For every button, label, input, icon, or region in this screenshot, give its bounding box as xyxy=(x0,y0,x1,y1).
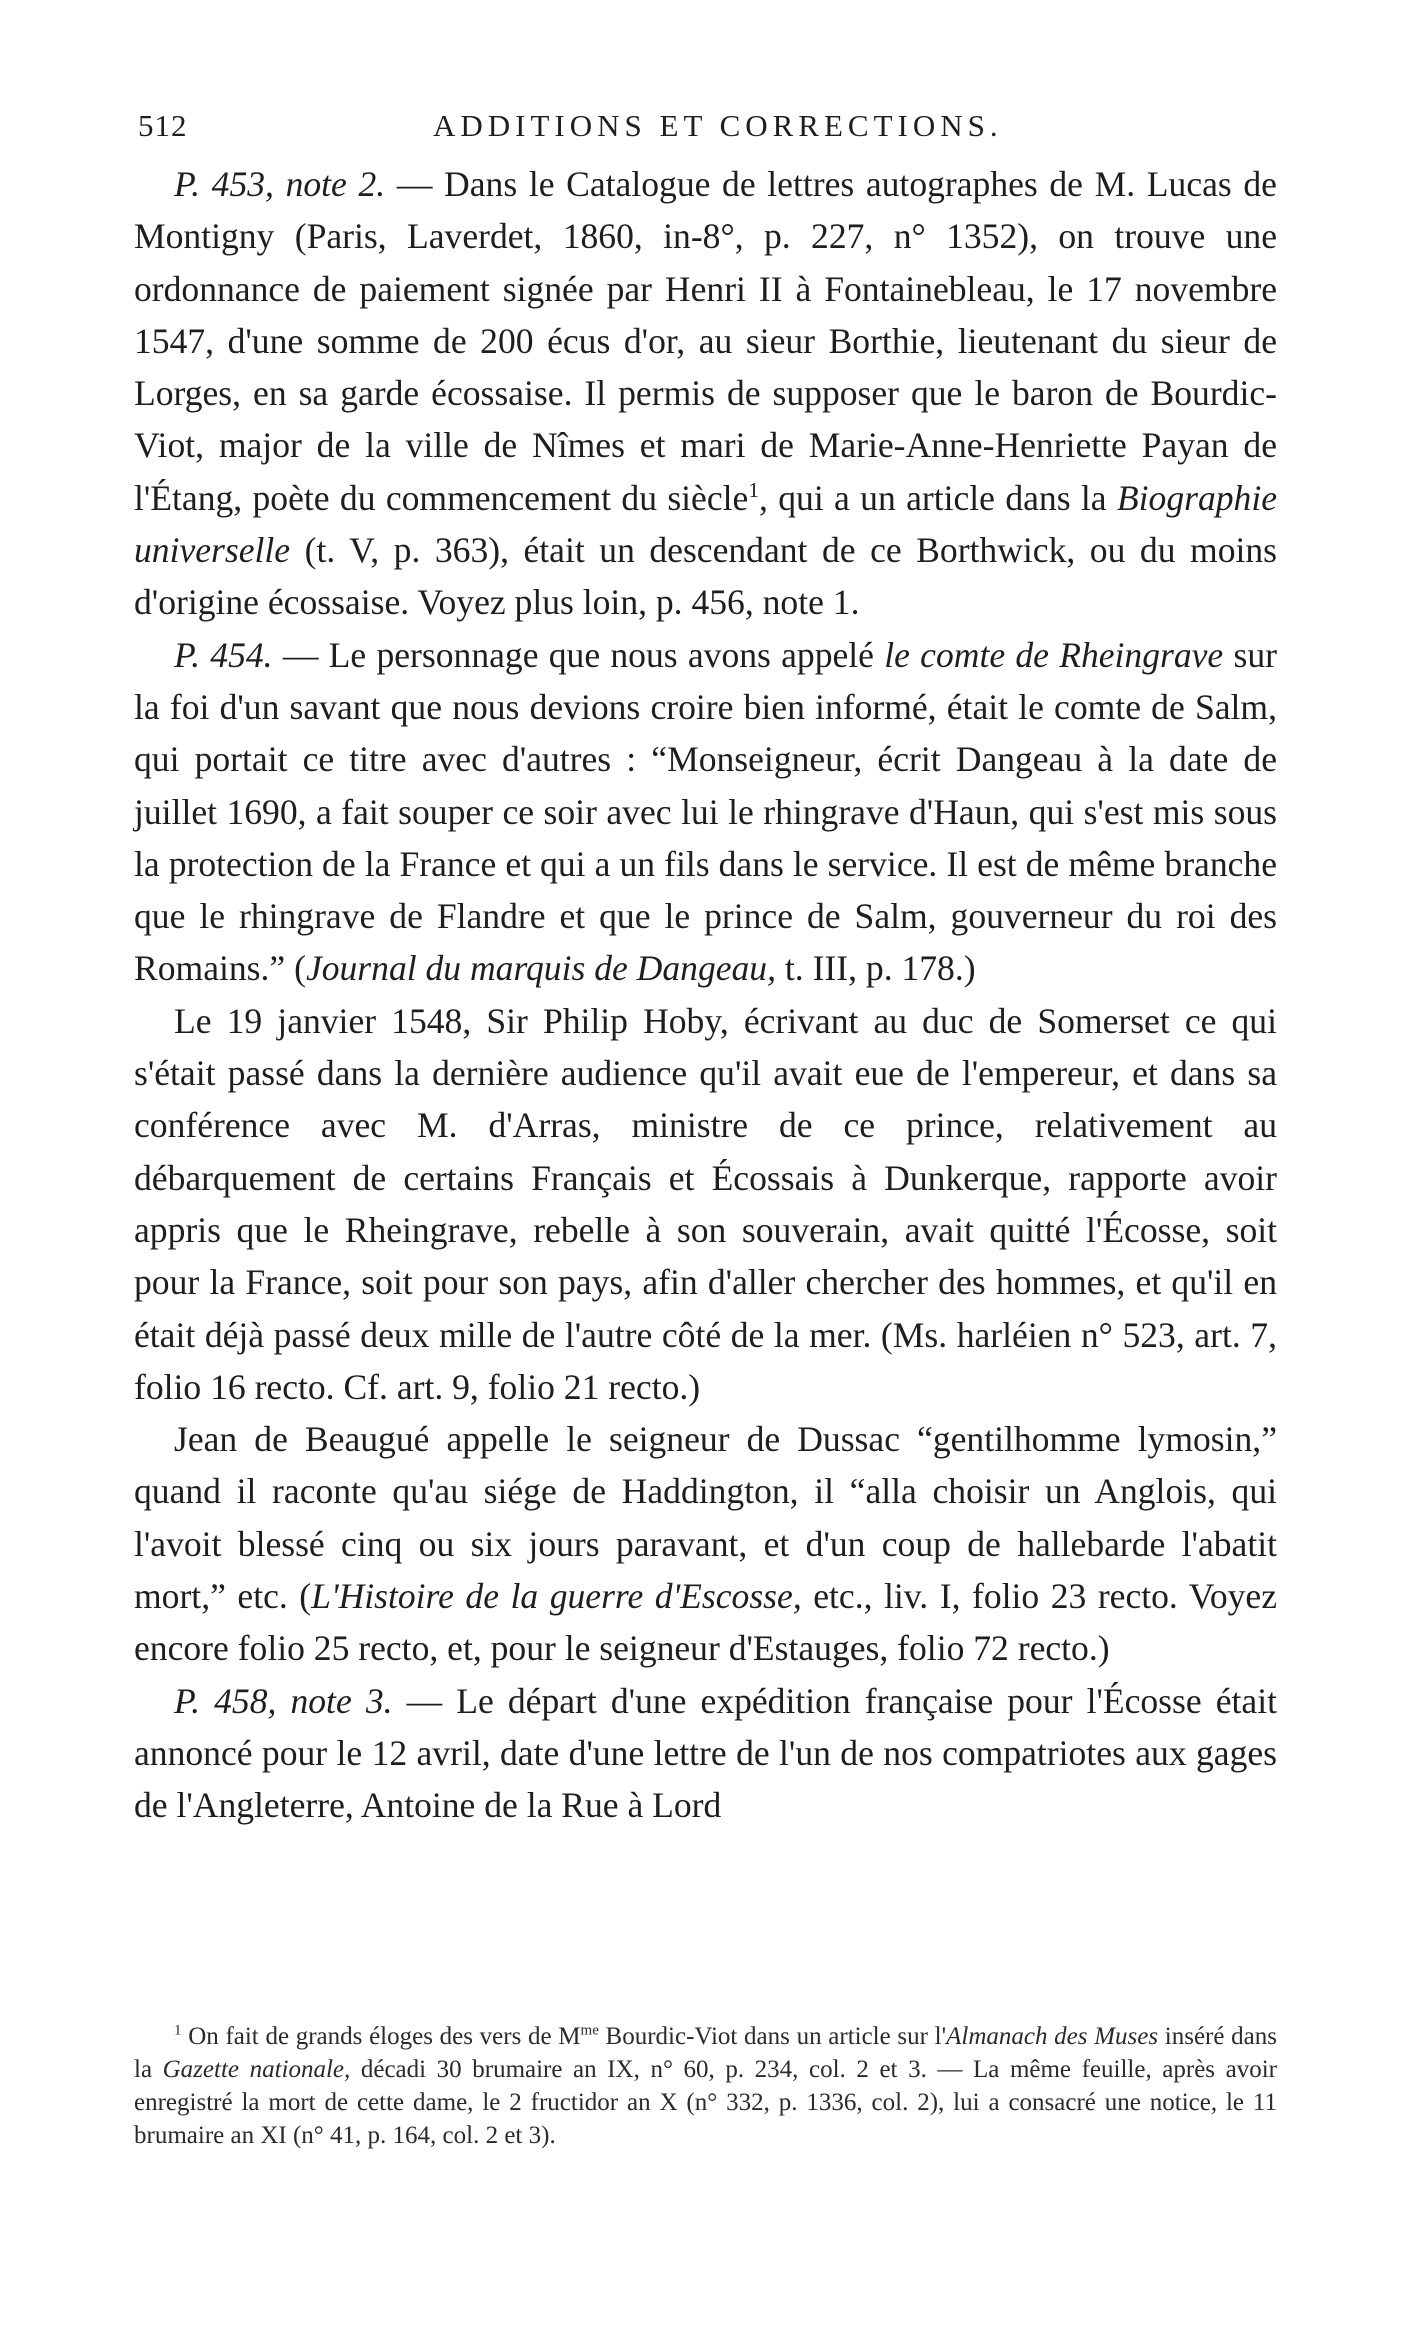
paragraph-text: Jean de Beaugué appelle le seigneur de Dussac “gentilhomme lymosin,” quand il raconte qu'au siége de Haddington, il “alla choisir un Anglois, qui l'avoit blessé cinq ou six jours paravant, et d'un coup de hallebarde l'abatit mort,” etc. ( xyxy=(134,1419,1277,1617)
paragraph-note-458 xyxy=(134,1675,1277,1832)
paragraph-text: Le 19 janvier 1548, Sir Philip Hoby, écrivant au duc de Somerset ce qui s'était passé dans la dernière audience qu'il avait eue de l'empereur, et dans sa conférence avec M. d'Arras, ministre de ce prince, relativement au débarquement de certains Français et Écossais à Dunkerque, rapporte avoir appris que le Rheingrave, rebelle à son souverain, avait quitté l'Écosse, soit pour la France, soit pour son pays, afin d'aller chercher des hommes, et qu'il en était déjà passé deux mille de l'autre côté de la mer. (Ms. harléien n° 523, art. 7, folio 16 recto. Cf. art. 9, folio 21 recto.) xyxy=(134,1000,1277,1407)
footnote-text: décadi 30 brumaire an IX, n° 60, p. 234, col. 2 et 3. — La même feuille, après avoir enregistré la mort de cette dame, le 2 fructidor an X (n° 332, p. 1336, col. 2), lui a consacré une notice, le 11 brumaire an XI (n° 41, p. 164, col. 2 et 3). xyxy=(134,2056,1277,2149)
title-reference: L'Histoire de la guerre d'Escosse, xyxy=(311,1576,802,1617)
footnote-marker: 1 xyxy=(748,477,759,502)
paragraph-text: t. III, p. 178.) xyxy=(776,948,976,989)
paragraph-text: — Le personnage que nous avons appelé xyxy=(272,634,885,675)
title-reference: Almanach des Muses xyxy=(946,2023,1159,2050)
paragraph-note-454 xyxy=(134,629,1277,995)
page-reference: P. 458, note 3. xyxy=(174,1680,393,1721)
page-number: 512 xyxy=(138,108,188,143)
footnote xyxy=(134,2020,1277,2152)
paragraph-text: — Le départ d'une expédition française pour l'Écosse était annoncé pour le 12 avril, date d'une lettre de l'un de nos compatriotes aux gages de l'Angleterre, Antoine de la Rue à Lord xyxy=(134,1680,1277,1826)
footnote-text: On fait de grands éloges des vers de M xyxy=(181,2023,581,2050)
running-head xyxy=(138,108,1273,148)
paragraph-beaugue xyxy=(134,1413,1277,1674)
title-reference: Journal du marquis de Dangeau, xyxy=(305,948,776,989)
title-reference: le comte de Rheingrave xyxy=(884,634,1224,675)
footnote-text: Bourdic-Viot dans un article sur l' xyxy=(598,2023,947,2050)
superscript: me xyxy=(580,2022,599,2039)
paragraph-note-453 xyxy=(134,158,1277,629)
paragraph-text: (t. V, p. 363), était un descendant de ce Borthwick, ou du moins d'origine écossaise. Voyez plus loin, p. 456, note 1. xyxy=(134,530,1277,623)
title-reference: Biographie universelle xyxy=(134,477,1277,571)
paragraph-text: , qui a un article dans la xyxy=(759,477,1117,518)
paragraph-hoby xyxy=(134,995,1277,1413)
body-text xyxy=(134,158,1277,1832)
footnotes xyxy=(134,2020,1277,2152)
paragraph-text: sur la foi d'un savant que nous devions croire bien informé, était le comte de Salm, qui portait ce titre avec d'autres : “Monseigneur, écrit Dangeau à la date de juillet 1690, a fait souper ce soir avec lui le rhingrave d'Haun, qui s'est mis sous la protection de la France et qui a un fils dans le service. Il est de même branche que le rhingrave de Flandre et que le prince de Salm, gouverneur du roi des Romains.” ( xyxy=(134,634,1277,989)
paragraph-text: etc., liv. I, folio 23 recto. Voyez encore folio 25 recto, et, pour le seigneur d'Estauges, folio 72 recto.) xyxy=(134,1576,1277,1669)
page-reference: P. 454. xyxy=(174,634,273,675)
title-reference: Gazette nationale, xyxy=(162,2056,351,2083)
footnote-text: inséré dans la xyxy=(134,2023,1277,2083)
page-reference: P. 453, note 2. xyxy=(174,164,386,204)
footnote-number: 1 xyxy=(174,2022,182,2039)
paragraph-text: — Dans le Catalogue de lettres autographes de M. Lucas de Montigny (Paris, Laverdet, 1860, in-8°, p. 227, n° 1352), on trouve une ordonnance de paiement signée par Henri II à Fontainebleau, le 17 novembre 1547, d'une somme de 200 écus d'or, au sieur Borthie, lieutenant du sieur de Lorges, en sa garde écossaise. Il permis de supposer que le baron de Bourdic-Viot, major de la ville de Nîmes et mari de Marie-Anne-Henriette Payan de l'Étang, poète du commencement du siècle xyxy=(134,164,1277,518)
running-title: ADDITIONS ET CORRECTIONS. xyxy=(433,108,1003,143)
